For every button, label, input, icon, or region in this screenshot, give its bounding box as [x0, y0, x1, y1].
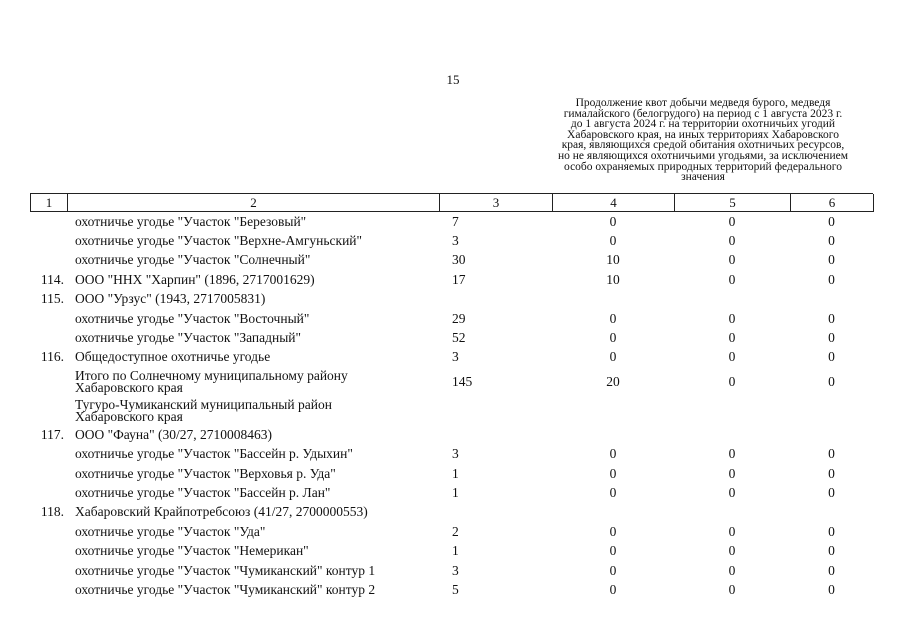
heading-line: края, являющихся средой обитания охотничьих ресурсов,	[561, 139, 845, 152]
col-header-2: 2	[68, 194, 440, 212]
cell-c5: 0	[728, 446, 736, 462]
heading-line: гималайского (белогрудого) на период с 1 августа 2023 г.	[563, 107, 843, 120]
cell-c6: 0	[828, 252, 835, 268]
table-row	[30, 425, 873, 444]
cell-c6: 0	[828, 233, 835, 249]
heading-line: особо охраняемых природных территорий федерального	[564, 160, 842, 173]
cell-c4: 0	[609, 465, 617, 481]
table-row	[30, 270, 873, 289]
col-header-1: 1	[31, 194, 68, 212]
table-row	[30, 396, 873, 425]
heading-line: Продолжение квот добычи медведя бурого, медведя	[575, 97, 831, 109]
cell-c6: 0	[828, 581, 835, 597]
row-number: 116.	[40, 349, 64, 365]
table-row	[30, 251, 873, 270]
cell-c5: 0	[728, 252, 736, 268]
row-description-line: Итого по Солнечному муниципальному району	[75, 367, 348, 383]
row-number: 114.	[40, 271, 64, 287]
row-description-line: Тугуро-Чумиканский муниципальный район	[75, 396, 332, 412]
table-row	[30, 541, 873, 560]
cell-c3: 145	[452, 373, 473, 389]
cell-c4: 0	[609, 484, 617, 500]
row-description	[67, 396, 439, 424]
cell-c5: 0	[728, 330, 736, 346]
cell-c3: 5	[452, 581, 459, 597]
cell-c3: 7	[452, 213, 459, 229]
row-description: охотничье угодье "Участок "Западный"	[75, 330, 302, 346]
quota-table	[30, 193, 873, 600]
cell-c4: 0	[609, 310, 617, 326]
row-description: Общедоступное охотничье угодье	[75, 349, 271, 365]
table-row	[30, 367, 873, 396]
cell-c4: 0	[609, 233, 617, 249]
cell-c6: 0	[828, 310, 835, 326]
cell-c5: 0	[728, 233, 736, 249]
cell-c3: 30	[452, 252, 466, 268]
row-number: 115.	[40, 291, 64, 307]
cell-c4: 0	[609, 543, 617, 559]
cell-c5: 0	[728, 465, 736, 481]
page-number: 15	[446, 72, 460, 87]
cell-c4: 0	[609, 213, 617, 229]
col-header-6: 6	[791, 194, 874, 212]
row-description-line: Хабаровского края	[75, 408, 183, 424]
row-description: охотничье угодье "Участок "Бассейн р. Удыхин"	[75, 446, 353, 462]
cell-c5: 0	[728, 562, 736, 578]
row-description: охотничье угодье "Участок "Немерикан"	[75, 543, 309, 559]
cell-c5: 0	[728, 484, 736, 500]
cell-c5: 0	[728, 213, 736, 229]
table-row	[30, 445, 873, 464]
row-description: охотничье угодье "Участок "Восточный"	[75, 310, 310, 326]
row-description	[67, 367, 439, 395]
cell-c6: 0	[828, 562, 835, 578]
col-header-3: 3	[440, 194, 553, 212]
row-description: охотничье угодье "Участок "Бассейн р. Лан"	[75, 484, 331, 500]
row-description: ООО "ННХ "Харпин" (1896, 2717001629)	[75, 271, 315, 287]
cell-c5: 0	[728, 271, 736, 287]
cell-c3: 3	[452, 562, 459, 578]
row-number: 118.	[40, 504, 64, 520]
cell-c6: 0	[828, 523, 835, 539]
row-description: ООО "Фауна" (30/27, 2710008463)	[75, 426, 272, 442]
cell-c3: 1	[452, 465, 459, 481]
table-header-row	[30, 193, 873, 212]
cell-c4: 0	[609, 330, 617, 346]
table-body	[30, 212, 873, 600]
row-description: охотничье угодье "Участок "Солнечный"	[75, 252, 311, 268]
cell-c6: 0	[828, 484, 835, 500]
cell-c6: 0	[828, 446, 835, 462]
cell-c4: 0	[609, 581, 617, 597]
row-description-line: Хабаровского края	[75, 379, 183, 395]
table-row	[30, 348, 873, 367]
cell-c3: 29	[452, 310, 466, 326]
cell-c4: 0	[609, 349, 617, 365]
col-header-4: 4	[553, 194, 675, 212]
cell-c4: 0	[609, 562, 617, 578]
cell-c6: 0	[828, 465, 835, 481]
cell-c3: 2	[452, 523, 459, 539]
heading-line: до 1 августа 2024 г. на территории охотничьих угодий	[570, 118, 836, 131]
heading-line: значения	[681, 171, 725, 184]
cell-c3: 1	[452, 484, 459, 500]
cell-c4: 0	[609, 523, 617, 539]
cell-c3: 52	[452, 330, 466, 346]
cell-c3: 1	[452, 543, 459, 559]
table-row	[30, 561, 873, 580]
table-row	[30, 464, 873, 483]
cell-c5: 0	[728, 349, 736, 365]
cell-c4: 10	[606, 271, 620, 287]
cell-c5: 0	[728, 543, 736, 559]
row-description: охотничье угодье "Участок "Уда"	[75, 523, 266, 539]
row-number: 117.	[40, 426, 64, 442]
cell-c5: 0	[728, 523, 736, 539]
cell-c6: 0	[828, 543, 835, 559]
row-description: охотничье угодье "Участок "Чумиканский" контур 2	[75, 581, 376, 597]
cell-c4: 10	[606, 252, 620, 268]
table-row	[30, 231, 873, 250]
cell-c3: 3	[452, 349, 459, 365]
cell-c3: 3	[452, 446, 459, 462]
cell-c5: 0	[728, 310, 736, 326]
table-row	[30, 212, 873, 231]
row-description: охотничье угодье "Участок "Верхне-Амгуньский"	[75, 233, 363, 249]
cell-c4: 20	[606, 373, 620, 389]
row-description: охотничье угодье "Участок "Верховья р. Уда"	[75, 465, 336, 481]
col-header-5: 5	[675, 194, 791, 212]
table-row	[30, 290, 873, 309]
table-row	[30, 503, 873, 522]
table-row	[30, 580, 873, 599]
cell-c5: 0	[728, 373, 736, 389]
cell-c5: 0	[728, 581, 736, 597]
table-heading	[536, 98, 870, 183]
cell-c6: 0	[828, 271, 835, 287]
cell-c3: 17	[452, 271, 466, 287]
cell-c4: 0	[609, 446, 617, 462]
table-row	[30, 328, 873, 347]
cell-c3: 3	[452, 233, 459, 249]
row-description: охотничье угодье "Участок "Чумиканский" контур 1	[75, 562, 376, 578]
row-description: ООО "Урзус" (1943, 2717005831)	[75, 291, 266, 307]
cell-c6: 0	[828, 373, 835, 389]
table-row	[30, 522, 873, 541]
heading-line: но не являющихся охотничьими угодьями, за исключением	[558, 149, 848, 162]
row-description: охотничье угодье "Участок "Березовый"	[75, 213, 307, 229]
cell-c6: 0	[828, 213, 835, 229]
cell-c6: 0	[828, 330, 835, 346]
table-row	[30, 483, 873, 502]
row-description: Хабаровский Крайпотребсоюз (41/27, 2700000553)	[75, 504, 368, 520]
table-row	[30, 309, 873, 328]
cell-c6: 0	[828, 349, 835, 365]
heading-line: Хабаровского края, на иных территориях Хабаровского	[567, 128, 839, 141]
